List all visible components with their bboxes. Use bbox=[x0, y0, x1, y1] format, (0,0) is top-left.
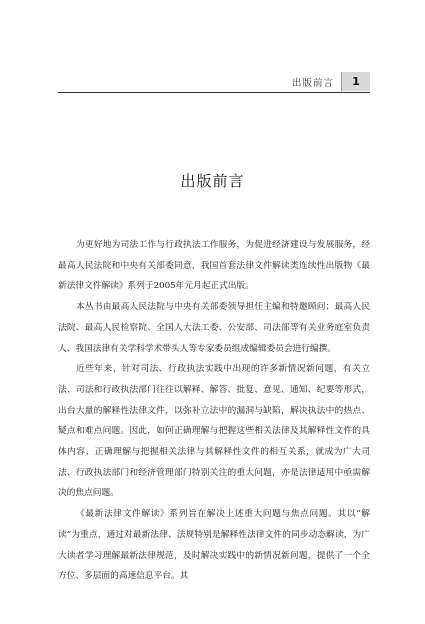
paragraph: 《最新法律文件解读》系列旨在解决上述重大问题与焦点问题。其以“解读”为重点，通过对最新法律、法规特别是解释性法律文件的同步动态解读，为广大读者学习理解最新法律规范，及时解决实践中的新情况新问题，提供了一个全方位、多层面的高速信息平台。其 bbox=[58, 509, 370, 582]
paragraph: 为更好地为司法工作与行政执法工作服务，为促进经济建设与发展服务，经最高人民法院和中央有关部委同意，我国首套法律文件解读类连续性出版物《最新法律文件解读》系列于2005年元月起正式出版。 bbox=[58, 240, 370, 292]
paragraph: 本丛书由最高人民法院与中央有关部委领导担任主编和特邀顾问；最高人民法院、最高人民检察院、全国人大法工委、公安部、司法部等有关业务庭室负责人、我国法律有关学科学术带头人等专家委员组成编辑委员会进行编撰。 bbox=[58, 302, 370, 354]
running-header-title: 出版前言 bbox=[291, 78, 334, 89]
running-header bbox=[58, 72, 370, 93]
body-text bbox=[58, 235, 370, 587]
page-number: 1 bbox=[341, 72, 370, 91]
page-title: 出版前言 bbox=[180, 172, 245, 190]
paragraph: 近些年来，针对司法、行政执法实践中出现的许多新情况新问题，有关立法、司法和行政执法部门往往以解释、解答、批复、意见、通知、纪要等形式，出台大量的解释性法律文件，以弥补立法中的漏洞与缺陷，解决执法中的热点、疑点和难点问题。因此，如何正确理解与把握这些相关法律及其解释性文件的具体内容、正确理解与把握相关法律与其解释性文件的相互关系，就成为广大司法、行政执法部门和经济管理部门特别关注的重大问题，亦是法律适用中亟需解决的焦点问题。 bbox=[58, 364, 370, 499]
